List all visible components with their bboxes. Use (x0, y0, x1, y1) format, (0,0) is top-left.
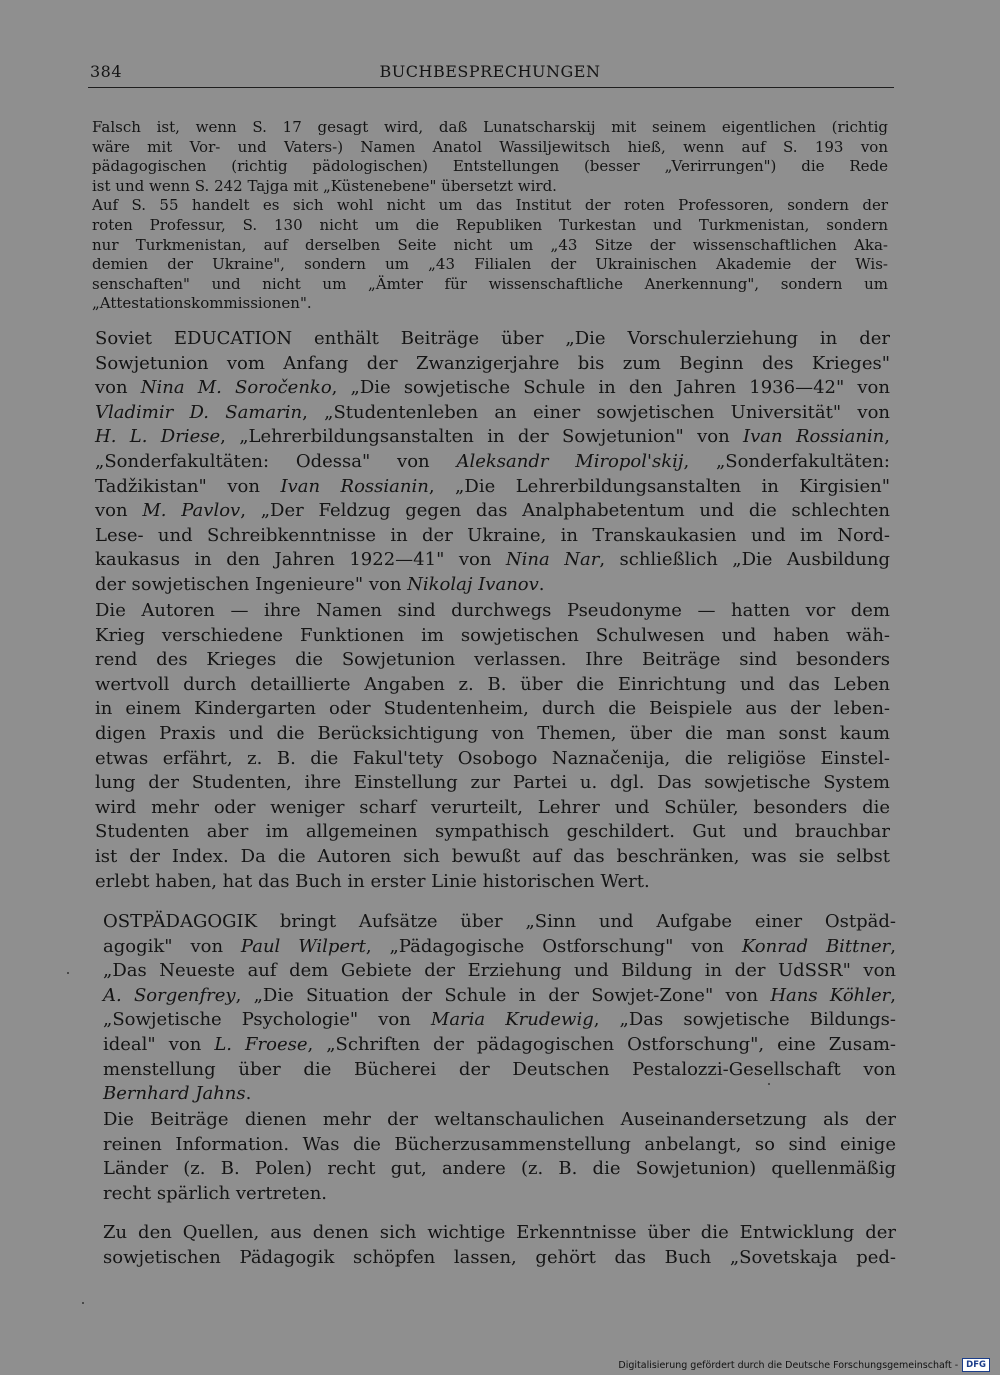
text-line: Falsch ist, wenn S. 17 gesagt wird, daß Lunatscharskij mit seinem eigentlichen (richtig (92, 118, 888, 136)
text-line: ist und wenn S. 242 Tajga mit „Küstenebene" übersetzt wird. (92, 176, 557, 195)
text-line: wird mehr oder weniger scharf verurteilt, Lehrer und Schüler, besonders die (95, 796, 890, 818)
paragraph-autoren (95, 599, 890, 894)
running-title: BUCHBESPRECHUNGEN (379, 62, 601, 81)
footer-credit: Digitalisierung gefördert durch die Deutsche Forschungsgemeinschaft - (618, 1359, 959, 1371)
text-line: digen Praxis und die Berücksichtigung von Themen, über die man sonst kaum (95, 722, 890, 744)
text-line: ideal" von L. Froese, „Schriften der pädagogischen Ostforschung", eine Zusam- (103, 1033, 896, 1055)
text-line: der sowjetischen Ingenieure" von Nikolaj Ivanov. (95, 573, 545, 595)
text-line: von Nina M. Soročenko, „Die sowjetische Schule in den Jahren 1936—42" von (95, 377, 890, 399)
text-line: Zu den Quellen, aus denen sich wichtige Erkenntnisse über die Entwicklung der (103, 1222, 896, 1243)
text-line: erlebt haben, hat das Buch in erster Linie historischen Wert. (95, 870, 650, 892)
paragraph-soviet-education (95, 327, 890, 598)
paragraph-ostpaedagogik (103, 910, 896, 1107)
text-line: agogik" von Paul Wilpert, „Pädagogische Ostforschung" von Konrad Bittner, (103, 935, 896, 957)
text-line: wäre mit Vor- und Vaters-) Namen Anatol Wassiljewitsch hieß, wenn auf S. 193 von (92, 137, 888, 156)
text-line: sowjetischen Pädagogik schöpfen lassen, gehört das Buch „Sovetskaja ped- (103, 1246, 896, 1268)
text-line: A. Sorgenfrey, „Die Situation der Schule in der Sowjet-Zone" von Hans Köhler, (103, 984, 896, 1006)
text-line: etwas erfährt, z. B. die Fakul'tety Osobogo Naznačenija, die religiöse Einstel- (95, 747, 890, 769)
text-line: rend des Krieges die Sowjetunion verlassen. Ihre Beiträge sind besonders (95, 649, 890, 671)
text-line: Lese- und Schreibkenntnisse in der Ukraine, in Transkaukasien und im Nord- (95, 524, 890, 546)
digitization-footer (618, 1357, 990, 1373)
page-number: 384 (90, 62, 123, 81)
scan-speck (67, 972, 69, 974)
paragraph-quellen (103, 1221, 896, 1270)
text-line: „Sonderfakultäten: Odessa" von Aleksandr Miropol'skij, „Sonderfakultäten: (95, 450, 890, 472)
text-line: wertvoll durch detaillierte Angaben z. B. über die Einrichtung und das Leben (95, 673, 890, 695)
running-head (90, 62, 890, 84)
text-line: nur Turkmenistan, auf derselben Seite nicht um „43 Sitze der wissenschaftlichen Aka- (92, 235, 888, 254)
text-line: „Attestationskommissionen". (92, 294, 312, 313)
scan-speck (768, 1083, 770, 1085)
text-line: lung der Studenten, ihre Einstellung zur Partei u. dgl. Das sowjetische System (95, 772, 890, 794)
text-line: Bernhard Jahns. (103, 1083, 252, 1105)
text-line: Studenten aber im allgemeinen sympathisch geschildert. Gut und brauchbar (95, 821, 890, 843)
text-line: pädagogischen (richtig pädologischen) Entstellungen (besser „Verirrungen") die Rede (92, 157, 888, 176)
text-line: recht spärlich vertreten. (103, 1182, 328, 1204)
text-line: in einem Kindergarten oder Studentenheim, durch die Beispiele aus der leben- (95, 698, 890, 720)
text-line: Auf S. 55 handelt es sich wohl nicht um das Institut der roten Professoren, sondern der (92, 196, 888, 215)
text-line: „Das Neueste auf dem Gebiete der Erziehung und Bildung in der UdSSR" von (103, 960, 896, 982)
text-line: „Sowjetische Psychologie" von Maria Krudewig, „Das sowjetische Bildungs- (103, 1009, 897, 1031)
text-line: demien der Ukraine", sondern um „43 Filialen der Ukrainischen Akademie der Wis- (92, 255, 888, 274)
text-line: senschaften" und nicht um „Ämter für wissenschaftliche Anerkennung", sondern um (92, 274, 888, 293)
text-line: Krieg verschiedene Funktionen im sowjetischen Schulwesen und haben wäh- (95, 624, 890, 646)
text-line: menstellung über die Bücherei der Deutschen Pestalozzi-Gesellschaft von (103, 1058, 896, 1080)
text-line: roten Professur, S. 130 nicht um die Republiken Turkestan und Turkmenistan, sondern (92, 215, 888, 234)
text-line: Tadžikistan" von Ivan Rossianin, „Die Lehrerbildungsanstalten in Kirgisien" (95, 475, 890, 497)
header-rule (88, 87, 894, 88)
text-line: reinen Information. Was die Bücherzusammenstellung anbelangt, so sind einige (103, 1133, 896, 1155)
text-line: Die Beiträge dienen mehr der weltanschaulichen Auseinandersetzung als der (103, 1109, 896, 1130)
text-line: Soviet EDUCATION enthält Beiträge über „Die Vorschulerziehung in der (95, 328, 890, 349)
dfg-logo: DFG (962, 1358, 990, 1372)
small-print-corrections (92, 118, 888, 314)
text-line: Vladimir D. Samarin, „Studentenleben an einer sowjetischen Universität" von (95, 401, 890, 423)
text-line: kaukasus in den Jahren 1922—41" von Nina Nar, schließlich „Die Ausbildung (95, 549, 891, 571)
text-line: Die Autoren — ihre Namen sind durchwegs Pseudonyme — hatten vor dem (95, 600, 890, 621)
paragraph-beitraege (103, 1108, 896, 1206)
text-line: H. L. Driese, „Lehrerbildungsanstalten in der Sowjetunion" von Ivan Rossianin, (95, 426, 891, 448)
text-line: Sowjetunion vom Anfang der Zwanzigerjahre bis zum Beginn des Krieges" (95, 352, 890, 374)
text-line: ist der Index. Da die Autoren sich bewußt auf das beschränken, was sie selbst (95, 845, 890, 867)
text-line: von M. Pavlov, „Der Feldzug gegen das Analphabetentum und die schlechten (95, 500, 890, 522)
text-line: Länder (z. B. Polen) recht gut, andere (z. B. die Sowjetunion) quellenmäßig (103, 1158, 896, 1180)
text-line: OSTPÄDAGOGIK bringt Aufsätze über „Sinn und Aufgabe einer Ostpäd- (103, 911, 896, 932)
scan-speck (82, 1302, 84, 1304)
